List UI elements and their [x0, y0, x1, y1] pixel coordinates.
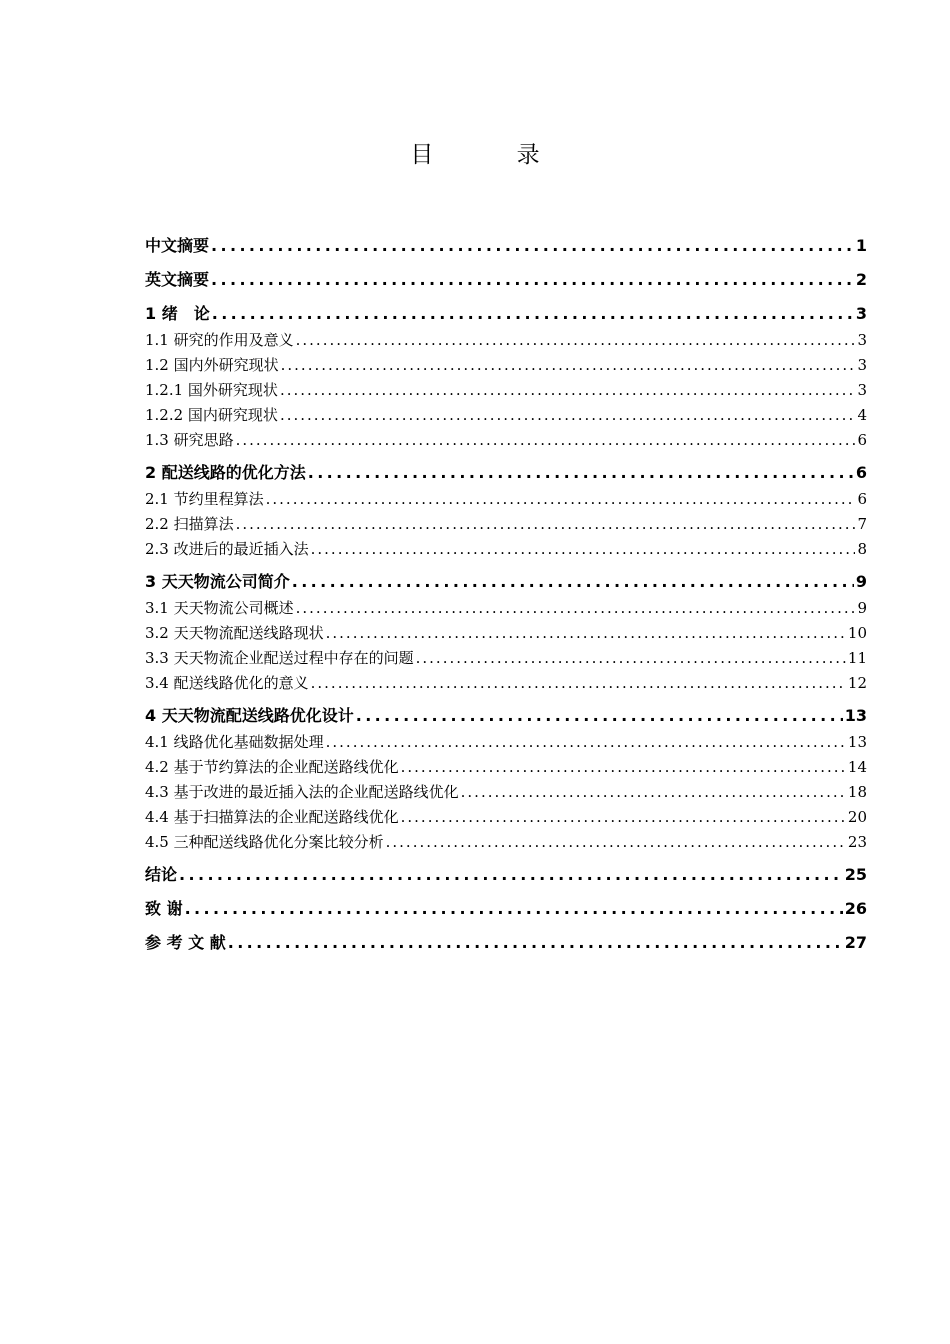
toc-entry-label: 1.2.1 国外研究现状 — [145, 381, 278, 399]
toc-dot-leader — [236, 428, 856, 453]
toc-entry[interactable] — [145, 487, 867, 512]
toc-entry[interactable] — [145, 512, 867, 537]
toc-entry-page-number: 6 — [857, 431, 867, 449]
toc-dot-leader — [401, 755, 846, 780]
toc-entry-label: 4.1 线路优化基础数据处理 — [145, 733, 324, 751]
toc-entry-page-number: 13 — [844, 706, 867, 725]
toc-dot-leader — [386, 830, 846, 855]
toc-entry[interactable] — [145, 459, 867, 487]
toc-entry-label: 1 绪 论 — [145, 304, 210, 323]
toc-dot-leader — [179, 861, 843, 889]
toc-entry-label: 参 考 文 献 — [145, 933, 226, 952]
toc-entry[interactable] — [145, 702, 867, 730]
toc-dot-leader — [401, 805, 846, 830]
toc-entry[interactable] — [145, 671, 867, 696]
toc-entry[interactable] — [145, 730, 867, 755]
toc-entry-label: 2.1 节约里程算法 — [145, 490, 264, 508]
toc-dot-leader — [296, 328, 856, 353]
toc-dot-leader — [185, 895, 843, 923]
toc-entry[interactable] — [145, 568, 867, 596]
toc-entry-page-number: 23 — [847, 833, 867, 851]
toc-entry-label: 结论 — [145, 865, 178, 884]
toc-entry-label: 3 天天物流公司简介 — [145, 572, 290, 591]
toc-entry[interactable] — [145, 300, 867, 328]
toc-entry-page-number: 8 — [857, 540, 867, 558]
toc-entry-page-number: 27 — [844, 933, 867, 952]
toc-entry-page-number: 20 — [847, 808, 867, 826]
toc-entry[interactable] — [145, 232, 867, 260]
toc-entry-page-number: 9 — [855, 572, 867, 591]
toc-entry-label: 英文摘要 — [145, 270, 210, 289]
toc-entry-page-number: 2 — [855, 270, 867, 289]
toc-entry[interactable] — [145, 805, 867, 830]
toc-dot-leader — [211, 232, 854, 260]
toc-entry[interactable] — [145, 353, 867, 378]
toc-dot-leader — [326, 730, 846, 755]
toc-entry[interactable] — [145, 929, 867, 957]
toc-dot-leader — [326, 621, 846, 646]
toc-entry-label: 中文摘要 — [145, 236, 210, 255]
page-title: 目 录 — [410, 142, 578, 168]
toc-entry-label: 1.2 国内外研究现状 — [145, 356, 279, 374]
toc-entry-page-number: 4 — [857, 406, 867, 424]
toc-entry-label: 3.2 天天物流配送线路现状 — [145, 624, 324, 642]
toc-entry[interactable] — [145, 596, 867, 621]
toc-dot-leader — [311, 537, 856, 562]
toc-entry-page-number: 6 — [857, 490, 867, 508]
toc-entry-page-number: 1 — [855, 236, 867, 255]
toc-entry-page-number: 9 — [857, 599, 867, 617]
toc-entry-page-number: 18 — [847, 783, 867, 801]
toc-dot-leader — [211, 266, 854, 294]
toc-dot-leader — [212, 300, 854, 328]
toc-entry[interactable] — [145, 780, 867, 805]
toc-dot-leader — [236, 512, 856, 537]
toc-entry-label: 4 天天物流配送线路优化设计 — [145, 706, 354, 725]
toc-dot-leader — [296, 596, 856, 621]
toc-entry-label: 2.2 扫描算法 — [145, 515, 234, 533]
toc-dot-leader — [280, 403, 856, 428]
toc-entry-page-number: 3 — [857, 331, 867, 349]
toc-entry[interactable] — [145, 861, 867, 889]
toc-entry-label: 4.5 三种配送线路优化分案比较分析 — [145, 833, 384, 851]
toc-dot-leader — [280, 378, 856, 403]
toc-entry[interactable] — [145, 621, 867, 646]
toc-entry-label: 2.3 改进后的最近插入法 — [145, 540, 309, 558]
toc-entry[interactable] — [145, 266, 867, 294]
toc-entry-label: 4.3 基于改进的最近插入法的企业配送路线优化 — [145, 783, 459, 801]
toc-dot-leader — [356, 702, 843, 730]
toc-entry[interactable] — [145, 537, 867, 562]
toc-entry-page-number: 25 — [844, 865, 867, 884]
toc-entry[interactable] — [145, 830, 867, 855]
toc-entry[interactable] — [145, 646, 867, 671]
toc-entry-page-number: 14 — [847, 758, 867, 776]
toc-dot-leader — [311, 671, 846, 696]
toc-dot-leader — [461, 780, 846, 805]
toc-entry-label: 3.3 天天物流企业配送过程中存在的问题 — [145, 649, 414, 667]
toc-entry-page-number: 11 — [847, 649, 867, 667]
toc-entry-page-number: 3 — [857, 381, 867, 399]
toc-dot-leader — [281, 353, 856, 378]
toc-entry-label: 2 配送线路的优化方法 — [145, 463, 306, 482]
toc-entry-page-number: 10 — [847, 624, 867, 642]
toc-entry-page-number: 6 — [855, 463, 867, 482]
toc-entry-page-number: 7 — [857, 515, 867, 533]
toc-entry-label: 3.4 配送线路优化的意义 — [145, 674, 309, 692]
toc-entry-label: 1.3 研究思路 — [145, 431, 234, 449]
toc-entry[interactable] — [145, 403, 867, 428]
toc-entry-page-number: 3 — [857, 356, 867, 374]
toc-entry-page-number: 26 — [844, 899, 867, 918]
toc-entry-label: 1.2.2 国内研究现状 — [145, 406, 278, 424]
toc-dot-leader — [292, 568, 854, 596]
toc-entry-label: 1.1 研究的作用及意义 — [145, 331, 294, 349]
toc-dot-leader — [308, 459, 854, 487]
toc-dot-leader — [416, 646, 846, 671]
table-of-contents — [145, 232, 867, 957]
toc-dot-leader — [266, 487, 856, 512]
toc-entry[interactable] — [145, 895, 867, 923]
toc-dot-leader — [228, 929, 843, 957]
toc-entry[interactable] — [145, 378, 867, 403]
toc-entry-label: 3.1 天天物流公司概述 — [145, 599, 294, 617]
toc-entry[interactable] — [145, 755, 867, 780]
toc-entry-page-number: 3 — [855, 304, 867, 323]
toc-entry[interactable] — [145, 328, 867, 353]
toc-entry-label: 4.4 基于扫描算法的企业配送路线优化 — [145, 808, 399, 826]
toc-entry-label: 4.2 基于节约算法的企业配送路线优化 — [145, 758, 399, 776]
toc-entry[interactable] — [145, 428, 867, 453]
toc-entry-label: 致 谢 — [145, 899, 183, 918]
toc-entry-page-number: 12 — [847, 674, 867, 692]
toc-entry-page-number: 13 — [847, 733, 867, 751]
